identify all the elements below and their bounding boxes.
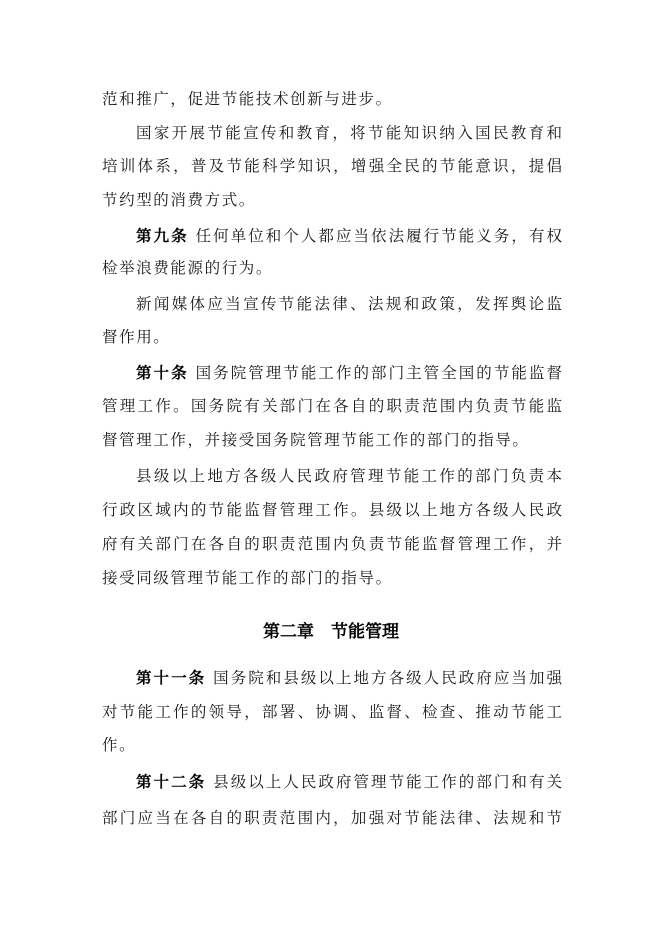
text-line: 府有关部门在各自的职责范围内负责节能监督管理工作，并 xyxy=(102,535,562,553)
text-line: 范和推广，促进节能技术创新与进步。 xyxy=(102,90,393,108)
paragraph-start: 新闻媒体应当宣传节能法律、法规和政策，发挥舆论监 xyxy=(136,295,562,313)
article-12-first-line xyxy=(136,770,562,794)
article-text: 县级以上人民政府管理节能工作的部门和有关 xyxy=(206,773,562,791)
article-number: 第十一条 xyxy=(136,669,207,687)
text-line: 行政区域内的节能监督管理工作。县级以上地方各级人民政 xyxy=(102,501,562,519)
paragraph-start: 国家开展节能宣传和教育，将节能知识纳入国民教育和 xyxy=(136,124,562,142)
text-line: 培训体系，普及节能科学知识，增强全民的节能意识，提倡 xyxy=(102,157,562,175)
article-9-first-line xyxy=(136,224,562,248)
text-line: 部门应当在各自的职责范围内，加强对节能法律、法规和节 xyxy=(102,809,562,827)
text-line: 节约型的消费方式。 xyxy=(102,191,256,209)
article-number: 第十条 xyxy=(136,364,189,382)
article-text: 国务院管理节能工作的部门主管全国的节能监督 xyxy=(188,364,562,382)
text-line: 督作用。 xyxy=(102,328,171,346)
paragraph-start: 县级以上地方各级人民政府管理节能工作的部门负责本 xyxy=(136,467,562,485)
article-number: 第九条 xyxy=(136,227,189,245)
article-10-first-line xyxy=(136,361,562,385)
article-text: 任何单位和个人都应当依法履行节能义务，有权 xyxy=(188,227,562,245)
article-text: 国务院和县级以上地方各级人民政府应当加强 xyxy=(206,669,562,687)
text-line: 对节能工作的领导，部署、协调、监督、检查、推动节能工 xyxy=(102,703,562,721)
article-11-first-line xyxy=(136,666,562,690)
text-line: 管理工作。国务院有关部门在各自的职责范围内负责节能监 xyxy=(102,397,562,415)
text-line: 督管理工作，并接受国务院管理节能工作的部门的指导。 xyxy=(102,431,530,449)
text-line: 检举浪费能源的行为。 xyxy=(102,259,274,277)
chapter-heading: 第二章 节能管理 xyxy=(263,622,399,642)
text-line: 接受同级管理节能工作的部门的指导。 xyxy=(102,569,393,587)
article-number: 第十二条 xyxy=(136,773,207,791)
text-line: 作。 xyxy=(102,736,137,754)
